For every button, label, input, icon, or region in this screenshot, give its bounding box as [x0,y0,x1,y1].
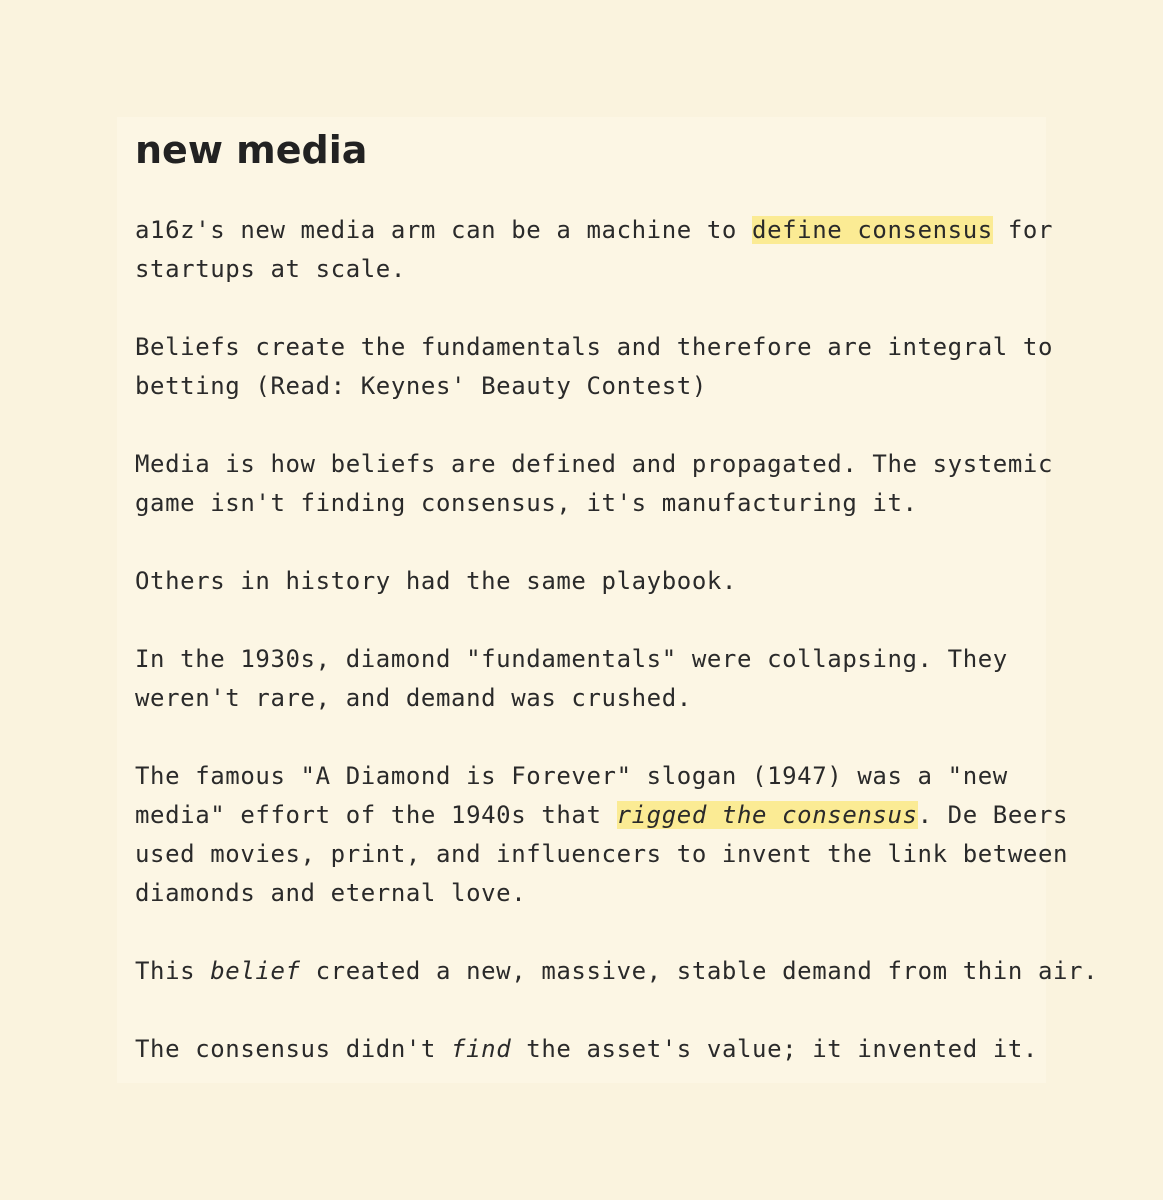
paragraph-3-line-1: Media is how beliefs are defined and propagated. The systemic [135,450,1054,478]
paragraph-6-line-4: diamonds and eternal love. [135,879,527,907]
paragraph-2 [135,328,1054,406]
paragraph-6-line-3: used movies, print, and influencers to invent the link between [135,840,1069,868]
paragraph-2-line-1: Beliefs create the fundamentals and therefore are integral to [135,333,1054,361]
paragraph-8 [135,1030,1046,1069]
paragraph-5-line-2: weren't rare, and demand was crushed. [135,684,692,712]
emphasis-belief: belief [210,957,301,985]
paragraph-1-text-a: a16z's new media arm can be a machine to [135,216,753,244]
paragraph-7-text-b: created a new, massive, stable demand from thin air. [300,957,1099,985]
paragraph-2-line-2: betting (Read: Keynes' Beauty Contest) [135,372,707,400]
paragraph-3-line-2: game isn't finding consensus, it's manufacturing it. [135,489,918,517]
paragraph-5-line-1: In the 1930s, diamond "fundamentals" were collapsing. They [135,645,1008,673]
paragraph-3 [135,445,1054,523]
paragraph-6-line-2-b: . De Beers [917,801,1069,829]
paragraph-5 [135,640,1046,718]
paragraph-1-text-b: for [992,216,1054,244]
highlight-rigged-the-consensus: rigged the consensus [616,801,918,829]
emphasis-find: find [451,1035,512,1063]
paragraph-1-line-2: startups at scale. [135,255,406,283]
paragraph-1 [135,211,1054,289]
highlight-define-consensus: define consensus [752,216,993,244]
paragraph-7-text-a: This [135,957,211,985]
page-title: new media [135,128,368,172]
paragraph-4-line-1: Others in history had the same playbook. [135,567,737,595]
paragraph-8-text-a: The consensus didn't [135,1035,452,1063]
paragraph-4 [135,562,1046,601]
paragraph-6-line-2-a: media" effort of the 1940s that [135,801,617,829]
paragraph-8-text-b: the asset's value; it invented it. [511,1035,1038,1063]
note-card [117,117,1099,1083]
paragraph-6-line-1: The famous "A Diamond is Forever" slogan (1947) was a "new [135,762,1008,790]
paragraph-6 [135,757,1069,913]
paragraph-7 [135,952,1099,991]
